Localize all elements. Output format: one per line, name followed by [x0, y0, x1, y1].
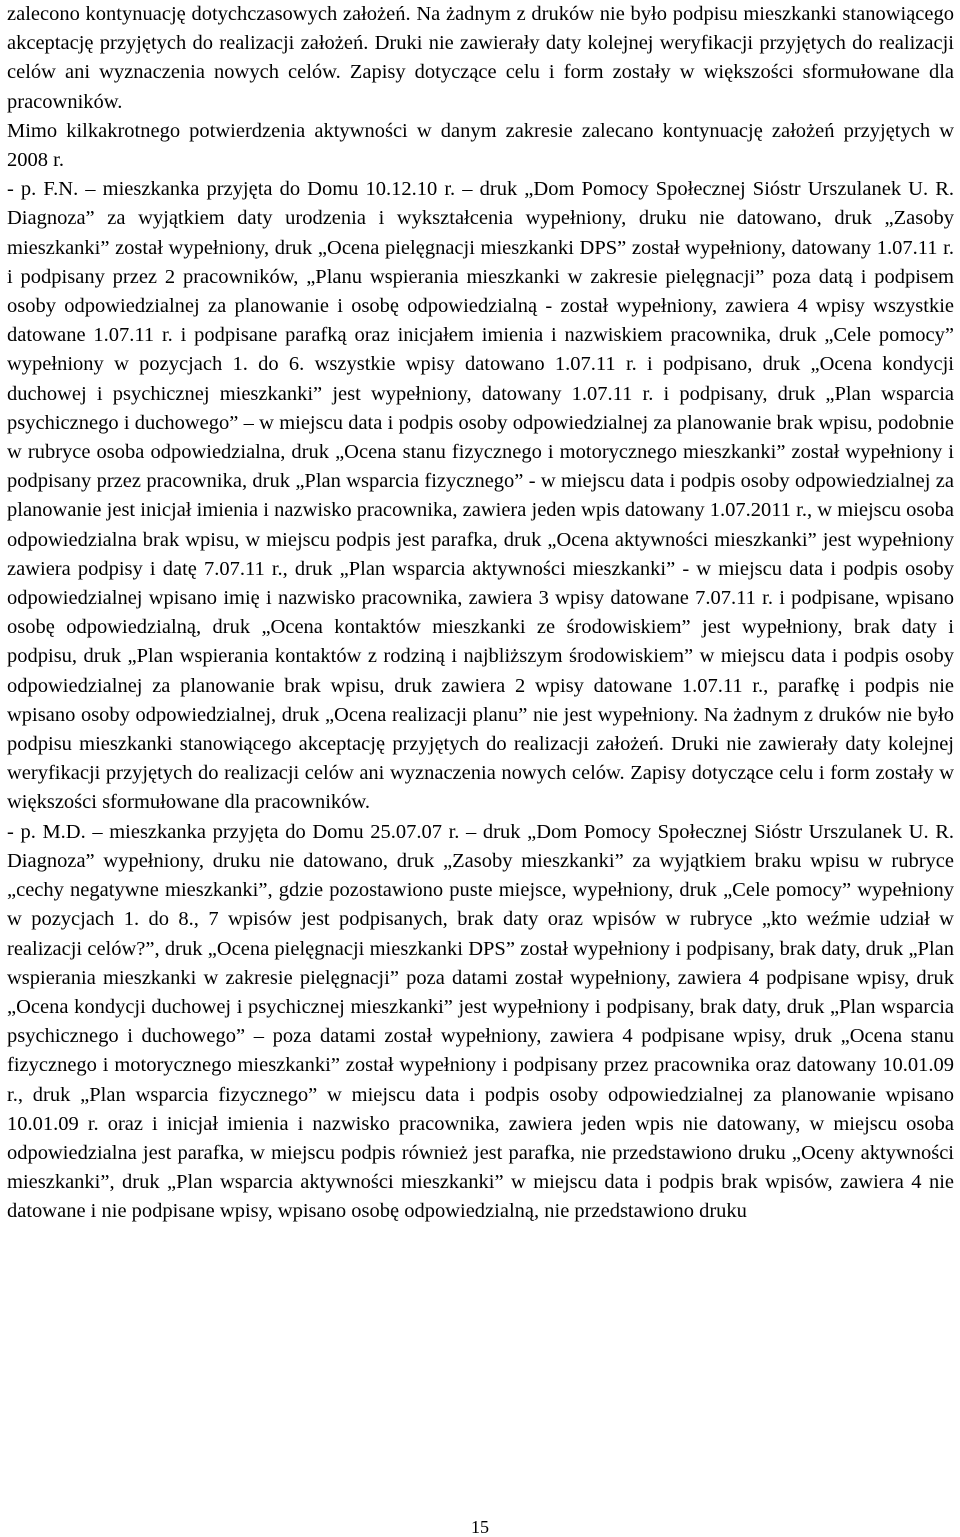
paragraph-resident-fn: - p. F.N. – mieszkanka przyjęta do Domu 10.12.10 r. – druk „Dom Pomocy Społecznej Sióstr Urszulanek U. R. Diagnoza” za wyjątkiem daty urodzenia i wykształcenia wypełniony, druku nie datowano, druk „Zasoby mieszkanki” został wypełniony, druk „Ocena pielęgnacji mieszkanki DPS” został wypełniony, datowany 1.07.11 r. i podpisany przez 2 pracowników, „Planu wspierania mieszkanki w zakresie pielęgnacji” poza datą i podpisem osoby odpowiedzialnej za planowanie i osobę odpowiedzialną - został wypełniony, zawiera 4 wpisy wszystkie datowane 1.07.11 r. i podpisane parafką oraz inicjałem imienia i nazwiskiem pracownika, druk „Cele pomocy” wypełniony w pozycjach 1. do 6. wszystkie wpisy datowano 1.07.11 r. i podpisano, druk „Ocena kondycji duchowej i psychicznej mieszkanki” jest wypełniony, datowany 1.07.11 r. i podpisany, druk „Plan wsparcia psychicznego i duchowego” – w miejscu data i podpis osoby odpowiedzialnej za planowanie brak wpisu, podobnie w rubryce osoba odpowiedzialna, druk „Ocena stanu fizycznego i motorycznego mieszkanki” został wypełniony i podpisany przez pracownika, druk „Plan wsparcia fizycznego” - w miejscu data i podpis osoby odpowiedzialnej za planowanie jest inicjał imienia i nazwisko pracownika, zawiera jeden wpis datowany 1.07.2011 r., w miejscu osoba odpowiedzialna brak wpisu, w miejscu podpis jest parafka, druk „Ocena aktywności mieszkanki” jest wypełniony zawiera podpisy i datę 7.07.11 r., druk „Plan wsparcia aktywności mieszkanki” - w miejscu data i podpis osoby odpowiedzialnej wpisano imię i nazwisko pracownika, zawiera 3 wpisy datowane 7.07.11 r. i podpisane, wpisano osobę odpowiedzialną, druk „Ocena kontaktów mieszkanki ze środowiskiem” jest wypełniony, brak daty i podpisu, druk „Plan wspierania kontaktów z rodziną i najbliższym środowiskiem” w miejscu data i podpis osoby odpowiedzialnej za planowanie brak wpisu, druk zawiera 2 wpisy datowane 1.07.11 r., parafkę i podpis nie wpisano osoby odpowiedzialnej, druk „Ocena realizacji planu” nie jest wypełniony. Na żadnym z druków nie było podpisu mieszkanki stanowiącego akceptację przyjętych do realizacji założeń. Druki nie zawierały daty kolejnej weryfikacji przyjętych do realizacji celów ani wyznaczenia nowych celów. Zapisy dotyczące celu i form zostały w większości sformułowane dla pracowników.: [7, 178, 954, 814]
page-number: 15: [471, 1517, 489, 1537]
paragraph-continuation: zalecono kontynuację dotychczasowych założeń. Na żadnym z druków nie było podpisu mieszkanki stanowiącego akceptację przyjętych do realizacji założeń. Druki nie zawierały daty kolejnej weryfikacji przyjętych do realizacji celów ani wyznaczenia nowych celów. Zapisy dotyczące celu i form zostały w większości sformułowane dla pracowników.: [7, 3, 954, 113]
paragraph-resident-md: - p. M.D. – mieszkanka przyjęta do Domu 25.07.07 r. – druk „Dom Pomocy Społecznej Sióstr Urszulanek U. R. Diagnoza” wypełniony, druku nie datowano, druk „Zasoby mieszkanki” za wyjątkiem braku wpisu w rubryce „cechy negatywne mieszkanki”, gdzie pozostawiono puste miejsce, wypełniony, druk „Cele pomocy” wypełniony w pozycjach 1. do 8., 7 wpisów jest podpisanych, brak daty oraz wpisów w rubryce „kto weźmie udział w realizacji celów?”, druk „Ocena pielęgnacji mieszkanki DPS” został wypełniony i podpisany, brak daty, druk „Plan wspierania mieszkanki w zakresie pielęgnacji” poza datami został wypełniony, zawiera 4 podpisane wpisy, druk „Ocena kondycji duchowej i psychicznej mieszkanki” jest wypełniony i podpisany, brak daty, druk „Plan wsparcia psychicznego i duchowego” – poza datami został wypełniony, zawiera 4 podpisane wpisy, druk „Ocena stanu fizycznego i motorycznego mieszkanki” został wypełniony i podpisany przez pracownika oraz datowany 10.01.09 r., druk „Plan wsparcia fizycznego” w miejscu data i podpis osoby odpowiedzialnej za planowanie wpisano 10.01.09 r. oraz i inicjał imienia i nazwisko pracownika, zawiera jeden wpis nie datowany, w miejscu osoba odpowiedzialna jest parafka, w miejscu podpis również jest parafka, nie przedstawiono druku „Oceny aktywności mieszkanki”, druk „Plan wsparcia aktywności mieszkanki” w miejscu data i podpis brak wpisów, zawiera 4 nie datowane i nie podpisane wpisy, wpisano osobę odpowiedzialną, nie przedstawiono druku: [7, 820, 954, 1223]
paragraph-activity-note: Mimo kilkakrotnego potwierdzenia aktywności w danym zakresie zalecano kontynuację założeń przyjętych w 2008 r.: [7, 119, 954, 172]
document-page: [7, 0, 954, 1227]
